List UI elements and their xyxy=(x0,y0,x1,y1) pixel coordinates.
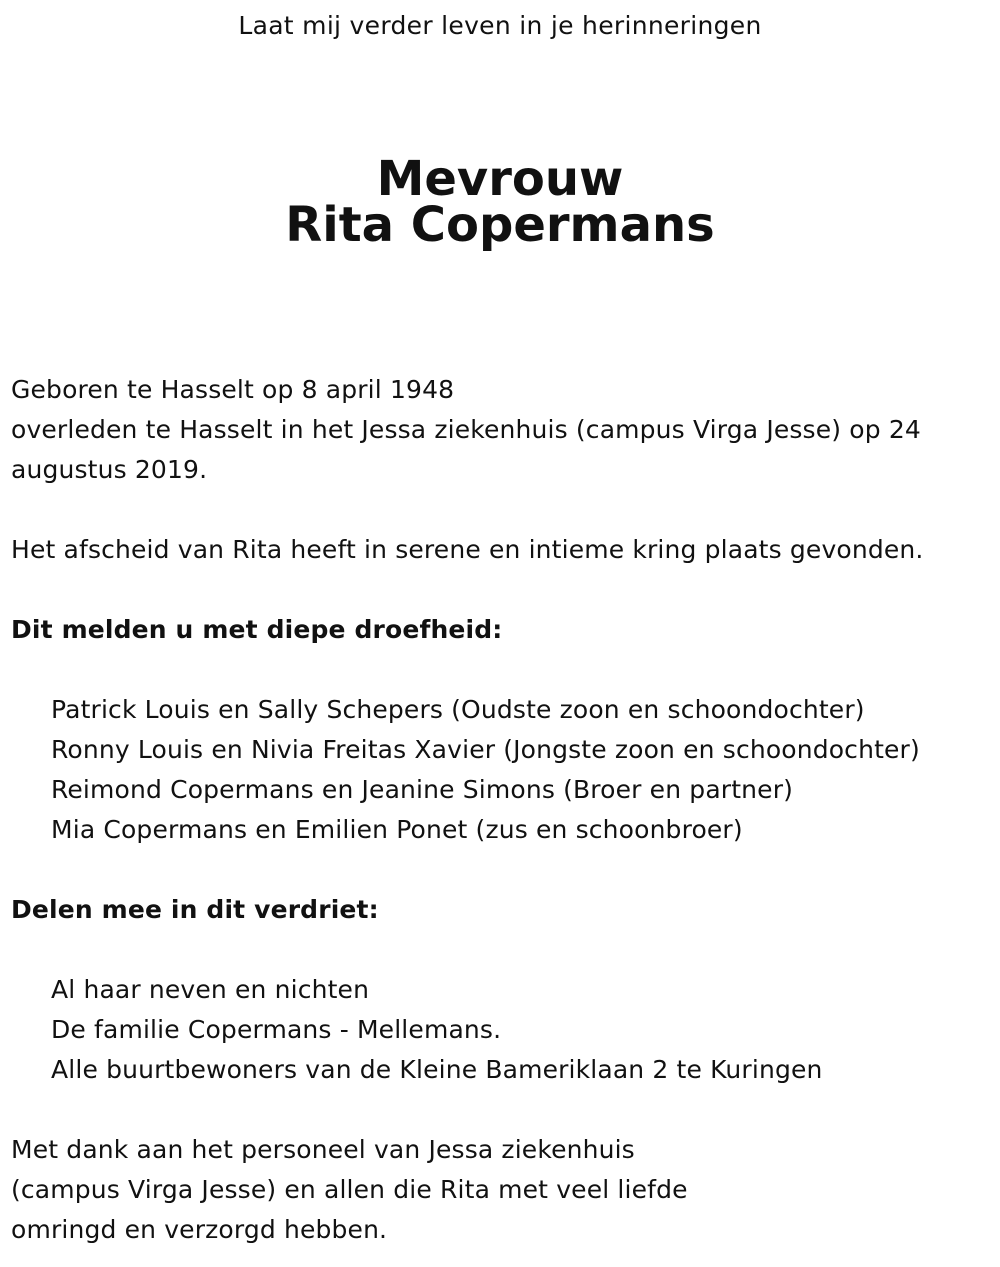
birth-line: Geboren te Hasselt op 8 april 1948 xyxy=(11,375,455,404)
obituary-body xyxy=(11,370,991,1250)
motto: Laat mij verder leven in je herinneringen xyxy=(238,11,762,40)
list-item: Ronny Louis en Nivia Freitas Xavier (Jongste zoon en schoondochter) xyxy=(51,735,920,764)
farewell-text: Het afscheid van Rita heeft in serene en intieme kring plaats gevonden. xyxy=(11,535,924,564)
death-line: overleden te Hasselt in het Jessa ziekenhuis (campus Virga Jesse) op 24 xyxy=(11,415,921,444)
list-item: Al haar neven en nichten xyxy=(51,975,370,1004)
thanks-line: (campus Virga Jesse) en allen die Rita met veel liefde xyxy=(11,1175,688,1204)
announcers-list xyxy=(11,690,991,850)
list-item: Patrick Louis en Sally Schepers (Oudste zoon en schoondochter) xyxy=(51,695,865,724)
list-item: Alle buurtbewoners van de Kleine Bameriklaan 2 te Kuringen xyxy=(51,1055,823,1084)
list-item: De familie Copermans - Mellemans. xyxy=(51,1015,502,1044)
deceased-name: Rita Copermans xyxy=(285,197,715,253)
death-date-line: augustus 2019. xyxy=(11,455,208,484)
thanks-section xyxy=(11,1130,991,1250)
list-item: Mia Copermans en Emilien Ponet (zus en schoonbroer) xyxy=(51,815,743,844)
obituary-title xyxy=(0,151,1000,253)
sharers-heading: Delen mee in dit verdriet: xyxy=(11,895,379,924)
thanks-line: omringd en verzorgd hebben. xyxy=(11,1215,388,1244)
list-item: Reimond Copermans en Jeanine Simons (Broer en partner) xyxy=(51,775,794,804)
birth-death-section xyxy=(11,370,991,490)
honorific: Mevrouw xyxy=(376,151,624,207)
announcers-heading: Dit melden u met diepe droefheid: xyxy=(11,615,503,644)
sharers-list xyxy=(11,970,991,1090)
thanks-line: Met dank aan het personeel van Jessa ziekenhuis xyxy=(11,1135,635,1164)
